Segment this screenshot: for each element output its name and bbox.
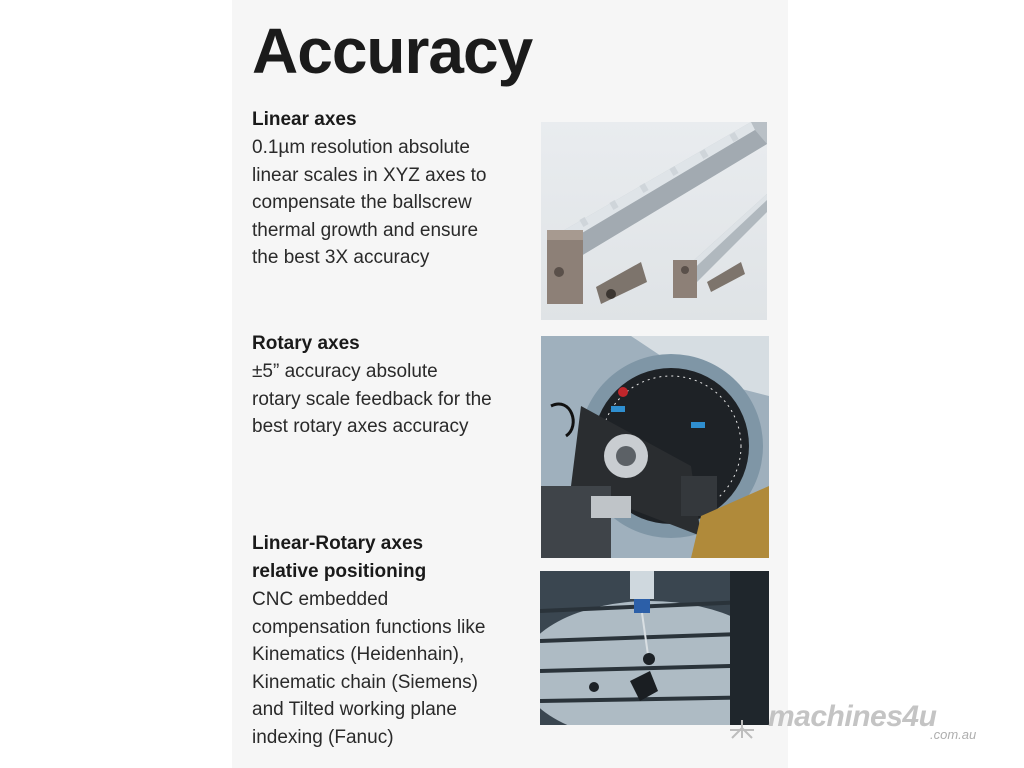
body-line: Kinematic chain (Siemens)	[252, 671, 478, 693]
body-line: compensation functions like	[252, 616, 486, 638]
body-line: ±5” accuracy absolute	[252, 361, 438, 382]
body-line: indexing (Fanuc)	[252, 726, 394, 748]
heading-line: Linear-Rotary axes	[252, 533, 424, 554]
section-body	[252, 134, 532, 272]
section-rotary-axes	[252, 330, 532, 441]
heading-line: Linear axes	[252, 109, 357, 130]
body-line: compensate the ballscrew	[252, 192, 472, 213]
rotary-table-photo	[541, 336, 769, 558]
watermark	[728, 700, 998, 750]
body-line: the best 3X accuracy	[252, 247, 430, 268]
body-line: Kinematics (Heidenhain),	[252, 644, 465, 665]
body-line: 0.1µm resolution absolute	[252, 137, 470, 158]
page-title: Accuracy	[252, 15, 533, 87]
section-linear-rotary-axes	[252, 530, 532, 751]
body-line: best rotary axes accuracy	[252, 416, 469, 437]
linear-scale-photo	[541, 122, 767, 320]
section-heading	[252, 106, 532, 134]
watermark-domain: .com.au	[930, 727, 977, 742]
watermark-brand: machines4u	[768, 700, 937, 733]
section-heading	[252, 530, 532, 586]
section-linear-axes	[252, 106, 532, 272]
machines4u-logo-icon	[728, 718, 756, 740]
heading-line: Rotary axes	[252, 333, 360, 354]
body-line: thermal growth and ensure	[252, 219, 479, 241]
section-body	[252, 358, 532, 441]
section-heading	[252, 330, 532, 358]
heading-line: relative positioning	[252, 561, 427, 582]
body-line: linear scales in XYZ axes to	[252, 164, 487, 186]
body-line: rotary scale feedback for the	[252, 388, 492, 410]
section-body	[252, 586, 532, 751]
body-line: and Tilted working plane	[252, 699, 457, 720]
body-line: CNC embedded	[252, 589, 389, 610]
